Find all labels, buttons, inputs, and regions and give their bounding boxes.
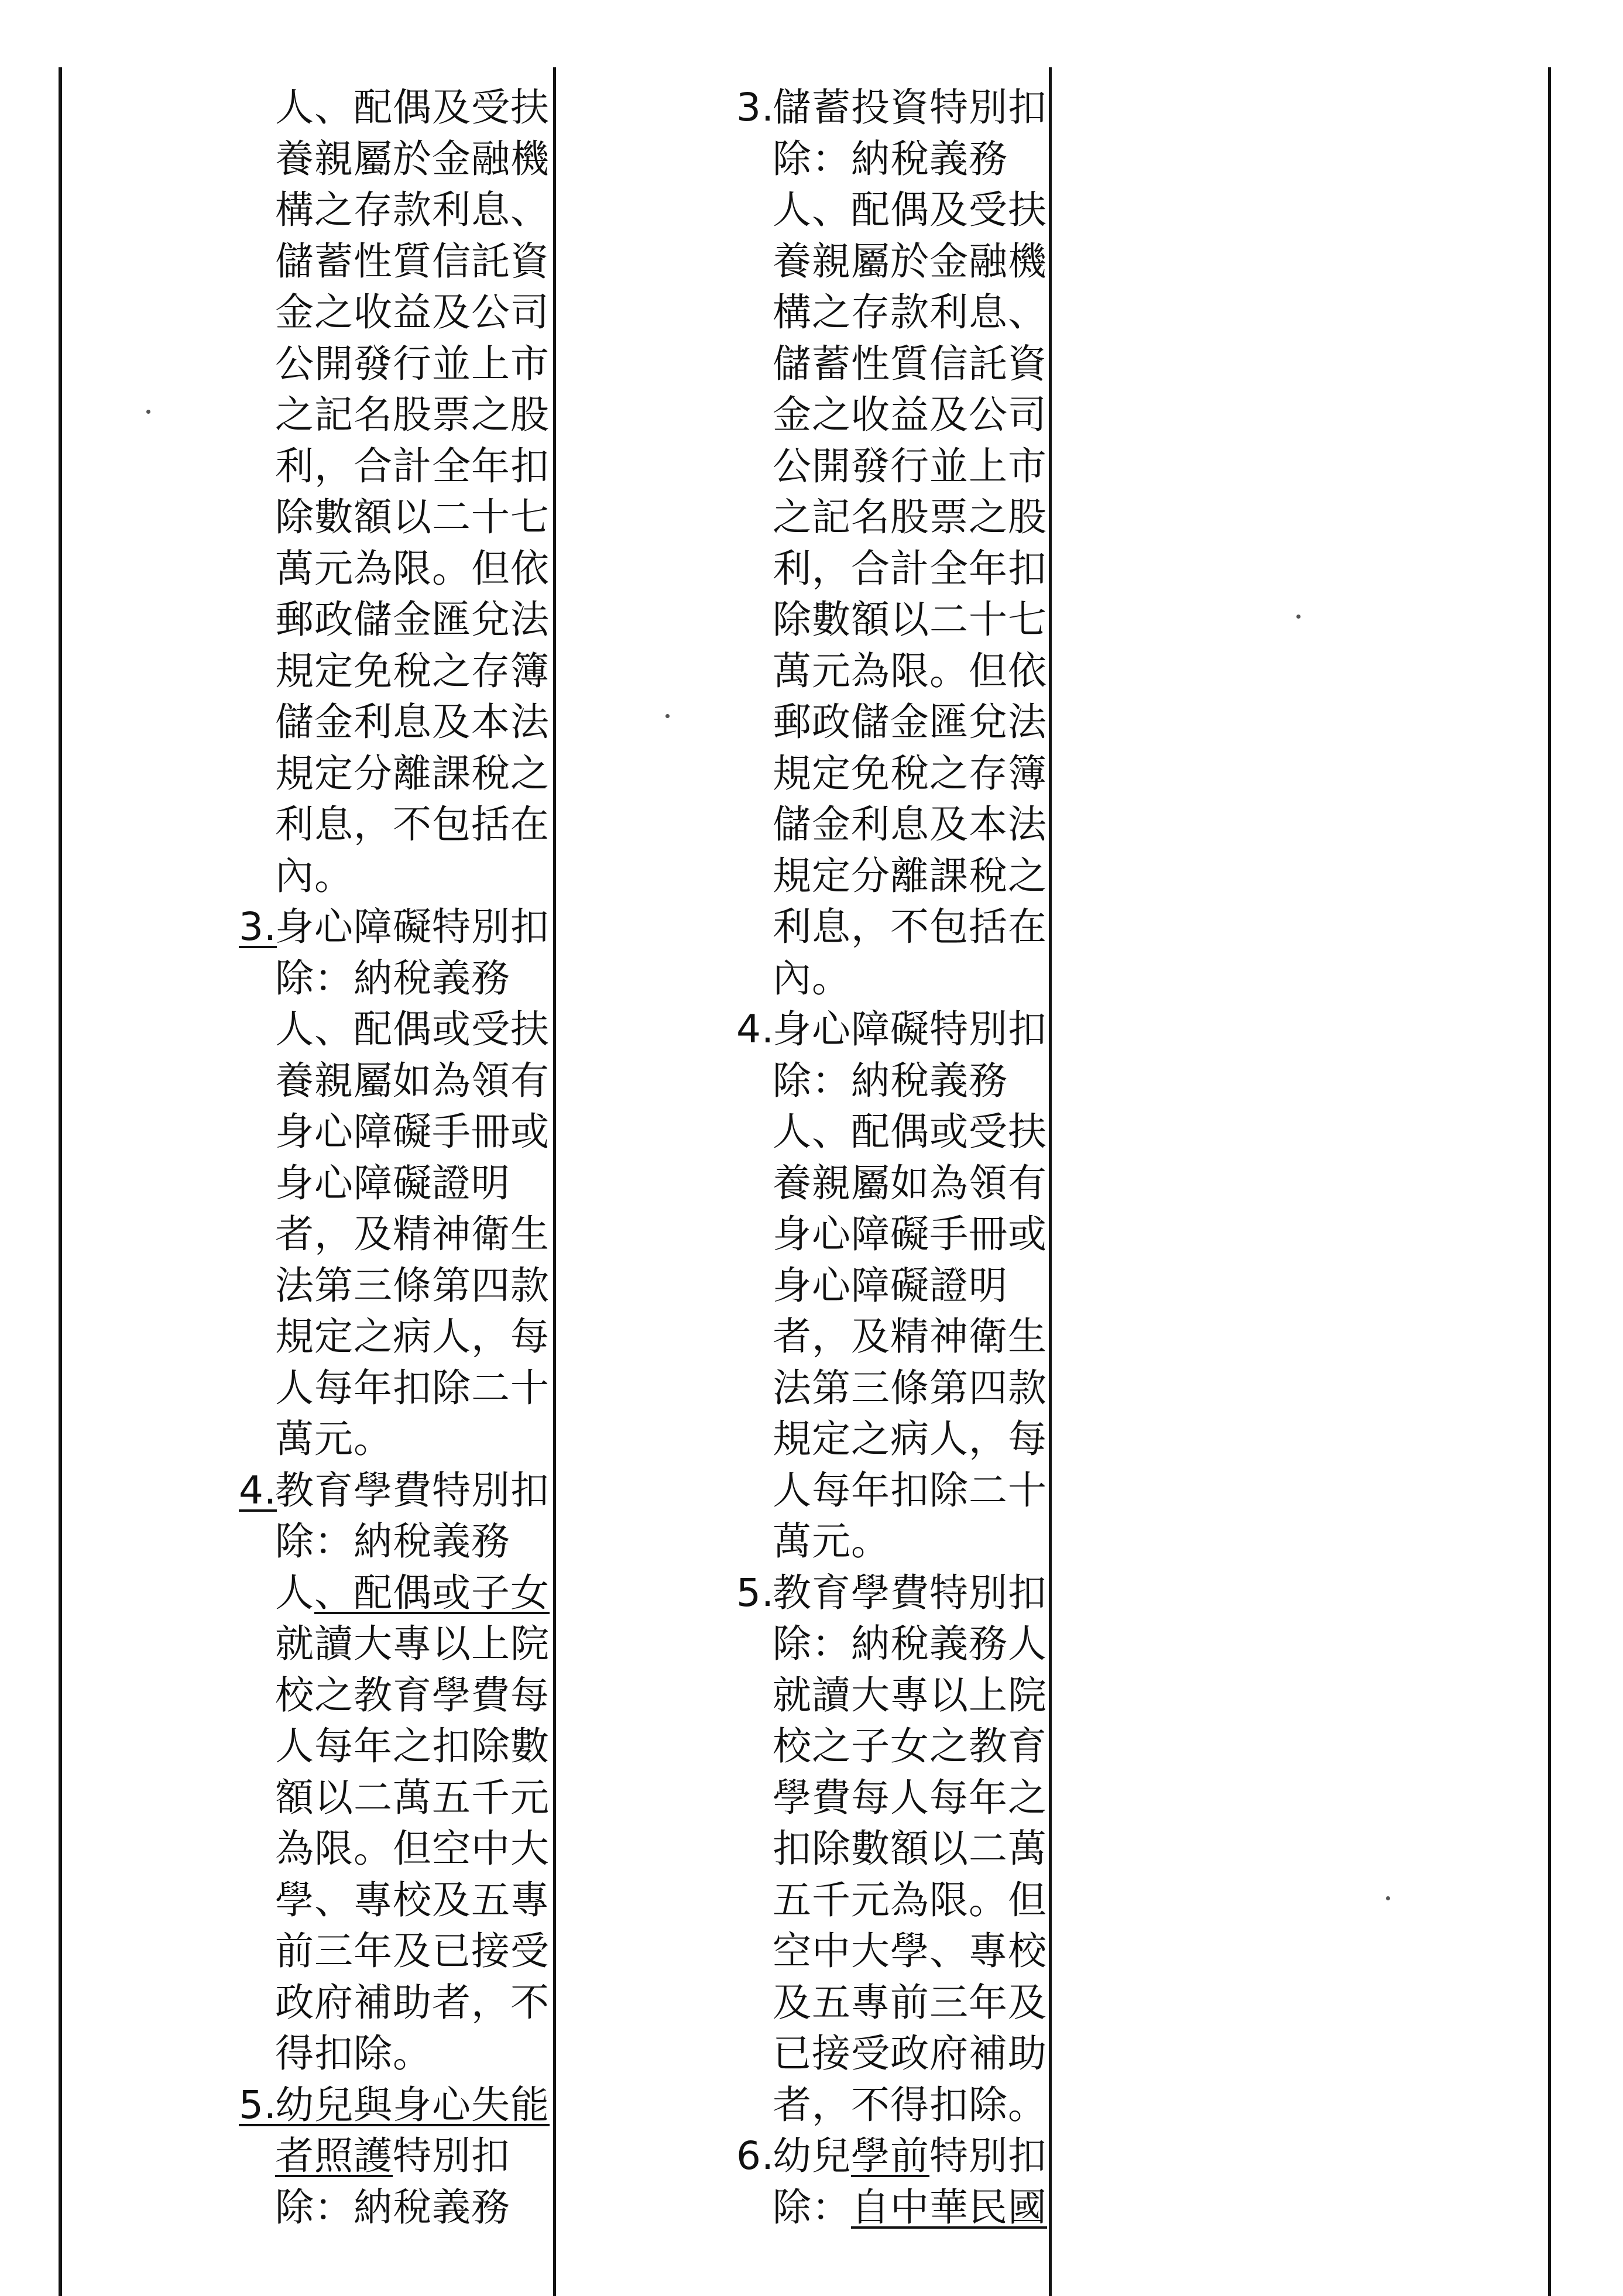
text-line bbox=[736, 1413, 1047, 1465]
text-line bbox=[736, 1875, 1047, 1926]
line-text: 已接受政府補助 bbox=[773, 2031, 1047, 2076]
line-text: 為限。但空中大 bbox=[275, 1826, 550, 1871]
text-line bbox=[239, 338, 550, 390]
text-line bbox=[239, 543, 550, 595]
item-number: 5. bbox=[736, 1570, 774, 1615]
item-number: 4. bbox=[239, 1467, 277, 1513]
amended-text: 幼兒與身心失能 bbox=[275, 2082, 550, 2127]
text-line bbox=[736, 1721, 1047, 1772]
line-text: 利息，不包括在 bbox=[275, 802, 550, 847]
line-text: 規定分離課稅之 bbox=[773, 853, 1047, 898]
table-border-left bbox=[59, 67, 62, 2296]
line-text: 萬元。 bbox=[773, 1519, 890, 1564]
text-line bbox=[239, 799, 550, 850]
text-line bbox=[736, 2130, 1047, 2182]
text-line bbox=[239, 1004, 550, 1055]
line-text: 儲金利息及本法 bbox=[275, 699, 550, 744]
line-text: 法第三條第四款 bbox=[275, 1262, 550, 1308]
text-line bbox=[736, 338, 1047, 390]
line-text: 校之教育學費每 bbox=[275, 1672, 550, 1718]
text-line bbox=[736, 646, 1047, 697]
line-text: 構之存款利息、 bbox=[773, 290, 1047, 335]
text-line bbox=[239, 1772, 550, 1824]
text-line bbox=[736, 236, 1047, 287]
line-text: 除：納稅義務人 bbox=[773, 1621, 1047, 1666]
text-line bbox=[736, 389, 1047, 441]
line-text: 者，及精神衛生 bbox=[275, 1212, 550, 1257]
amended-text: 者照護 bbox=[275, 2133, 393, 2178]
text-line bbox=[239, 389, 550, 441]
text-line bbox=[239, 748, 550, 799]
text-line bbox=[736, 184, 1047, 236]
text-line bbox=[239, 1823, 550, 1875]
line-text: 人、配偶或受扶 bbox=[773, 1109, 1047, 1154]
text-line bbox=[736, 82, 1047, 133]
line-text: 養親屬於金融機 bbox=[275, 136, 550, 181]
column-divider bbox=[553, 67, 556, 2296]
line-text: 儲蓄性質信託資 bbox=[275, 238, 550, 284]
line-text: 利，合計全年扣 bbox=[275, 443, 550, 489]
text-line bbox=[736, 1823, 1047, 1875]
line-text: 者，及精神衛生 bbox=[773, 1314, 1047, 1359]
line-text: 萬元為限。但依 bbox=[773, 648, 1047, 694]
text-line bbox=[736, 1670, 1047, 1721]
text-line bbox=[239, 1516, 550, 1567]
line-text: 內。 bbox=[275, 853, 354, 898]
item-number: 6. bbox=[736, 2133, 774, 2178]
line-text: 規定之病人，每 bbox=[275, 1314, 550, 1359]
text-line bbox=[239, 1875, 550, 1926]
text-line bbox=[736, 1516, 1047, 1567]
text-line bbox=[736, 1260, 1047, 1312]
line-text: 前三年及已接受 bbox=[275, 1928, 550, 1974]
text-line bbox=[239, 1721, 550, 1772]
text-line bbox=[736, 1055, 1047, 1107]
text-line bbox=[736, 1106, 1047, 1158]
item-number: 5. bbox=[239, 2082, 277, 2127]
text-line bbox=[736, 901, 1047, 953]
text-line bbox=[239, 133, 550, 185]
line-text: 身心障礙特別扣 bbox=[773, 1007, 1047, 1052]
item-number: 3. bbox=[736, 85, 774, 130]
line-text: 規定之病人，每 bbox=[773, 1416, 1047, 1461]
text-line bbox=[736, 1977, 1047, 2029]
line-text: 法第三條第四款 bbox=[773, 1365, 1047, 1410]
text-line bbox=[239, 2028, 550, 2079]
line-text: 養親屬如為領有 bbox=[275, 1058, 550, 1103]
line-text: 萬元。 bbox=[275, 1416, 393, 1461]
text-line bbox=[736, 133, 1047, 185]
line-text: 金之收益及公司 bbox=[773, 392, 1047, 437]
text-line bbox=[736, 492, 1047, 543]
line-text: 除：納稅義務 bbox=[275, 1519, 510, 1564]
text-line bbox=[239, 1618, 550, 1670]
table-border-right bbox=[1548, 67, 1551, 2296]
right-column-text bbox=[736, 82, 1047, 2233]
text-line bbox=[239, 1260, 550, 1312]
text-line bbox=[736, 799, 1047, 850]
text-line bbox=[239, 441, 550, 492]
text-line bbox=[239, 901, 550, 953]
line-text: 政府補助者，不 bbox=[275, 1979, 550, 2025]
text-line bbox=[239, 82, 550, 133]
text-line bbox=[736, 1363, 1047, 1414]
text-line bbox=[239, 1926, 550, 1977]
line-text: 規定免稅之存簿 bbox=[773, 750, 1047, 796]
line-text: 者，不得扣除。 bbox=[773, 2082, 1047, 2127]
line-text: 教育學費特別扣 bbox=[773, 1570, 1047, 1615]
line-text: 萬元為限。但依 bbox=[275, 545, 550, 591]
line-text: 就讀大專以上院 bbox=[773, 1672, 1047, 1718]
line-text: 內。 bbox=[773, 955, 851, 1001]
text-line bbox=[239, 1413, 550, 1465]
line-text: 郵政儲金匯兌法 bbox=[275, 597, 550, 642]
line-text: 之記名股票之股 bbox=[773, 495, 1047, 540]
line-text: 養親屬於金融機 bbox=[773, 238, 1047, 284]
text-line bbox=[736, 696, 1047, 748]
text-line bbox=[239, 2079, 550, 2131]
line-text: 構之存款利息、 bbox=[275, 187, 550, 232]
line-text: 養親屬如為領有 bbox=[773, 1160, 1047, 1206]
line-text: 儲金利息及本法 bbox=[773, 802, 1047, 847]
text-line bbox=[239, 1055, 550, 1107]
text-line bbox=[239, 1158, 550, 1209]
line-text: 利息，不包括在 bbox=[773, 904, 1047, 949]
line-text: 儲蓄投資特別扣 bbox=[773, 85, 1047, 130]
line-text: 得扣除。 bbox=[275, 2031, 432, 2076]
line-text: 幼兒 bbox=[773, 2133, 851, 2178]
text-line bbox=[239, 1567, 550, 1619]
line-text: 除：納稅義務 bbox=[773, 136, 1008, 181]
line-text: 人每年之扣除數 bbox=[275, 1724, 550, 1769]
line-text: 公開發行並上市 bbox=[275, 341, 550, 386]
line-text: 除： bbox=[773, 2184, 851, 2230]
text-line bbox=[239, 646, 550, 697]
scan-speck bbox=[665, 714, 670, 718]
line-text: 人每年扣除二十 bbox=[773, 1467, 1047, 1513]
text-line bbox=[239, 1977, 550, 2029]
line-text: 人、配偶或受扶 bbox=[275, 1007, 550, 1052]
line-text: 規定分離課稅之 bbox=[275, 750, 550, 796]
line-text: 五千元為限。但 bbox=[773, 1877, 1047, 1923]
text-line bbox=[239, 1209, 550, 1260]
line-text: 額以二萬五千元 bbox=[275, 1775, 550, 1820]
scan-speck bbox=[1296, 615, 1301, 619]
text-line bbox=[736, 2182, 1047, 2233]
line-text: 就讀大專以上院 bbox=[275, 1621, 550, 1666]
text-line bbox=[239, 287, 550, 338]
text-line bbox=[736, 441, 1047, 492]
text-line bbox=[736, 1004, 1047, 1055]
text-line bbox=[736, 543, 1047, 595]
line-text: 身心障礙證明 bbox=[773, 1262, 1008, 1308]
text-line bbox=[736, 748, 1047, 799]
line-text: 之記名股票之股 bbox=[275, 392, 550, 437]
line-text: 學、專校及五專 bbox=[275, 1877, 550, 1923]
line-text: 人 bbox=[275, 1570, 314, 1615]
text-line bbox=[736, 1209, 1047, 1260]
text-line bbox=[239, 594, 550, 646]
item-number: 4. bbox=[736, 1007, 774, 1052]
line-text: 人、配偶及受扶 bbox=[773, 187, 1047, 232]
text-line bbox=[239, 2182, 550, 2233]
line-text: 儲蓄性質信託資 bbox=[773, 341, 1047, 386]
line-text: 扣除數額以二萬 bbox=[773, 1826, 1047, 1871]
line-text: 身心障礙特別扣 bbox=[275, 904, 550, 949]
line-text: 除：納稅義務 bbox=[275, 2184, 510, 2230]
line-text: 身心障礙證明 bbox=[275, 1160, 510, 1206]
line-text: 及五專前三年及 bbox=[773, 1979, 1047, 2025]
text-line bbox=[736, 953, 1047, 1004]
line-text: 空中大學、專校 bbox=[773, 1928, 1047, 1974]
text-line bbox=[239, 1106, 550, 1158]
text-line bbox=[239, 1465, 550, 1516]
amended-text: 學前 bbox=[851, 2133, 929, 2178]
text-line bbox=[239, 1363, 550, 1414]
text-line bbox=[736, 1926, 1047, 1977]
text-line bbox=[239, 184, 550, 236]
line-text: 特別扣 bbox=[929, 2133, 1047, 2178]
line-text: 校之子女之教育 bbox=[773, 1724, 1047, 1769]
text-line bbox=[239, 850, 550, 902]
line-text: 學費每人每年之 bbox=[773, 1775, 1047, 1820]
text-line bbox=[736, 1465, 1047, 1516]
text-line bbox=[239, 953, 550, 1004]
column-divider-right bbox=[1049, 67, 1052, 2296]
line-text: 規定免稅之存簿 bbox=[275, 648, 550, 694]
line-text: 除：納稅義務 bbox=[275, 955, 510, 1001]
text-line bbox=[239, 236, 550, 287]
text-line bbox=[239, 1670, 550, 1721]
item-number: 3. bbox=[239, 904, 277, 949]
text-line bbox=[736, 287, 1047, 338]
text-line bbox=[736, 1772, 1047, 1824]
line-text: 身心障礙手冊或 bbox=[773, 1212, 1047, 1257]
left-column-text bbox=[239, 82, 550, 2233]
amended-text: 、配偶或子女 bbox=[314, 1570, 550, 1615]
line-text: 教育學費特別扣 bbox=[275, 1467, 550, 1513]
line-text: 身心障礙手冊或 bbox=[275, 1109, 550, 1154]
text-line bbox=[239, 1311, 550, 1363]
text-line bbox=[736, 2028, 1047, 2079]
line-text: 人每年扣除二十 bbox=[275, 1365, 550, 1410]
text-line bbox=[736, 1311, 1047, 1363]
line-text: 特別扣 bbox=[393, 2133, 510, 2178]
text-line bbox=[736, 2079, 1047, 2131]
text-line bbox=[736, 1618, 1047, 1670]
line-text: 除：納稅義務 bbox=[773, 1058, 1008, 1103]
line-text: 郵政儲金匯兌法 bbox=[773, 699, 1047, 744]
line-text: 金之收益及公司 bbox=[275, 290, 550, 335]
text-line bbox=[736, 850, 1047, 902]
text-line bbox=[736, 1158, 1047, 1209]
text-line bbox=[239, 2130, 550, 2182]
line-text: 公開發行並上市 bbox=[773, 443, 1047, 489]
scan-speck bbox=[146, 410, 150, 414]
scan-speck bbox=[1386, 1896, 1390, 1900]
text-line bbox=[736, 1567, 1047, 1619]
line-text: 除數額以二十七 bbox=[773, 597, 1047, 642]
line-text: 人、配偶及受扶 bbox=[275, 85, 550, 130]
text-line bbox=[239, 696, 550, 748]
text-line bbox=[736, 594, 1047, 646]
line-text: 利，合計全年扣 bbox=[773, 545, 1047, 591]
line-text: 除數額以二十七 bbox=[275, 495, 550, 540]
text-line bbox=[239, 492, 550, 543]
amended-text: 自中華民國 bbox=[851, 2184, 1047, 2230]
